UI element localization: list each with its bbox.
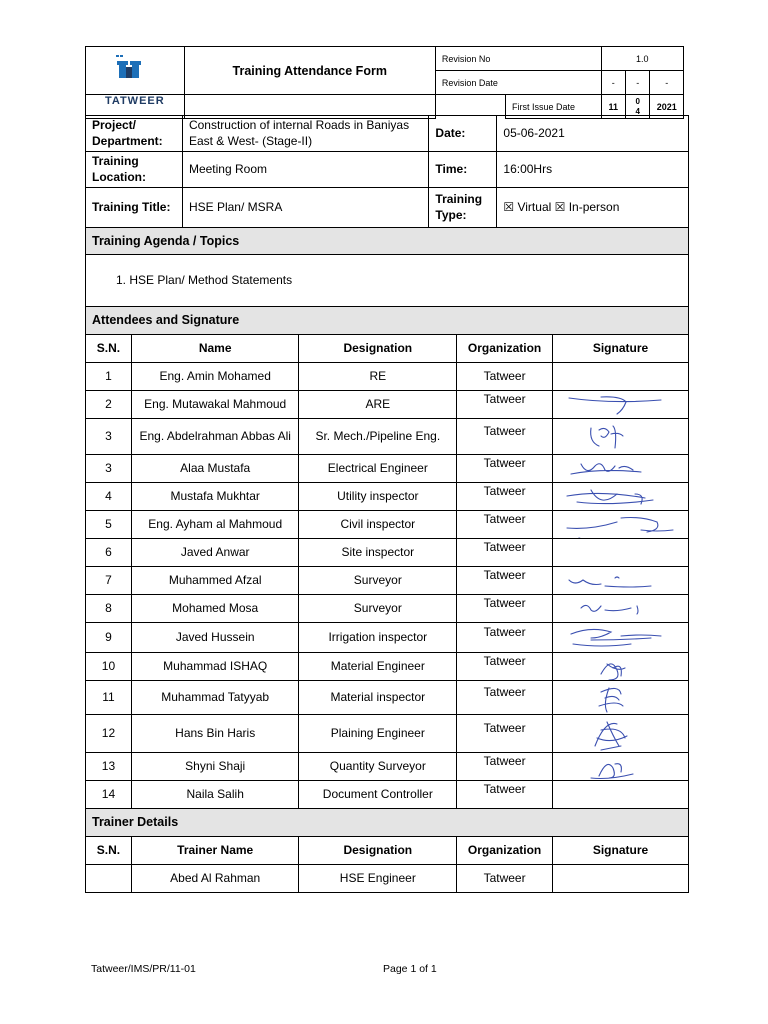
- cell-signature: [553, 539, 689, 567]
- cell-sn: 5: [86, 511, 132, 539]
- trainer-col-sn: S.N.: [86, 837, 132, 865]
- col-sn: S.N.: [86, 335, 132, 363]
- date-label: Date:: [429, 116, 497, 152]
- cell-organization: Tatweer: [457, 715, 553, 753]
- cell-name: Alaa Mustafa: [131, 455, 299, 483]
- trainer-rows: [86, 865, 689, 893]
- cell-designation: Material inspector: [299, 681, 457, 715]
- table-row: [86, 681, 689, 715]
- header-table: [85, 46, 684, 119]
- first-issue-month-text: 0 4: [635, 96, 640, 116]
- logo-mark-icon: [114, 52, 144, 80]
- signature-icon: [561, 392, 681, 418]
- trainer-cell-organization: Tatweer: [457, 865, 553, 893]
- table-row: [86, 653, 689, 681]
- cell-name: Javed Anwar: [131, 539, 299, 567]
- cell-designation: Plaining Engineer: [299, 715, 457, 753]
- table-row: [86, 455, 689, 483]
- signature-icon: [561, 512, 681, 538]
- cell-name: Hans Bin Haris: [131, 715, 299, 753]
- signature-icon: [561, 682, 681, 714]
- training-title-label: Training Title:: [86, 188, 183, 228]
- signature-icon: [561, 596, 681, 622]
- cell-signature: [553, 391, 689, 419]
- cell-designation: Document Controller: [299, 781, 457, 809]
- cell-name: Eng. Mutawakal Mahmoud: [131, 391, 299, 419]
- location-label: Training Location:: [86, 152, 183, 188]
- trainer-cell-signature: [553, 865, 689, 893]
- cell-organization: Tatweer: [457, 681, 553, 715]
- training-type-value: ☒ Virtual ☒ In-person: [497, 188, 689, 228]
- signature-icon: [561, 568, 681, 594]
- cell-designation: Site inspector: [299, 539, 457, 567]
- trainer-cell-name: Abed Al Rahman: [131, 865, 299, 893]
- signature-icon: [561, 754, 681, 780]
- cell-sn: 6: [86, 539, 132, 567]
- cell-organization: Tatweer: [457, 363, 553, 391]
- cell-organization: Tatweer: [457, 455, 553, 483]
- training-type-label: Training Type:: [429, 188, 497, 228]
- cell-name: Muhammed Afzal: [131, 567, 299, 595]
- revision-no-value: 1.0: [601, 47, 683, 71]
- cell-designation: Electrical Engineer: [299, 455, 457, 483]
- col-designation: Designation: [299, 335, 457, 363]
- cell-sn: 13: [86, 753, 132, 781]
- attendance-table: [85, 227, 689, 893]
- trainer-col-signature: Signature: [553, 837, 689, 865]
- cell-organization: Tatweer: [457, 567, 553, 595]
- cell-organization: Tatweer: [457, 623, 553, 653]
- cell-sn: 4: [86, 483, 132, 511]
- cell-designation: Material Engineer: [299, 653, 457, 681]
- cell-sn: 3: [86, 419, 132, 455]
- cell-name: Muhammad ISHAQ: [131, 653, 299, 681]
- cell-name: Eng. Ayham al Mahmoud: [131, 511, 299, 539]
- signature-icon: [561, 624, 681, 652]
- cell-signature: [553, 753, 689, 781]
- date-value: 05-06-2021: [497, 116, 689, 152]
- cell-signature: [553, 567, 689, 595]
- cell-organization: Tatweer: [457, 483, 553, 511]
- cell-sn: 7: [86, 567, 132, 595]
- cell-signature: [553, 681, 689, 715]
- footer-page-number: Page 1 of 1: [383, 963, 437, 975]
- revision-date-year: -: [650, 71, 684, 95]
- cell-designation: Irrigation inspector: [299, 623, 457, 653]
- cell-designation: Surveyor: [299, 567, 457, 595]
- cell-sn: 3: [86, 455, 132, 483]
- trainer-cell-designation: HSE Engineer: [299, 865, 457, 893]
- table-row: [86, 539, 689, 567]
- cell-name: Shyni Shaji: [131, 753, 299, 781]
- cell-designation: RE: [299, 363, 457, 391]
- time-value: 16:00Hrs: [497, 152, 689, 188]
- cell-designation: Quantity Surveyor: [299, 753, 457, 781]
- table-row: [86, 567, 689, 595]
- cell-designation: Sr. Mech./Pipeline Eng.: [299, 419, 457, 455]
- table-row: [86, 363, 689, 391]
- cell-designation: Civil inspector: [299, 511, 457, 539]
- cell-signature: [553, 511, 689, 539]
- cell-organization: Tatweer: [457, 539, 553, 567]
- footer-doc-code: Tatweer/IMS/PR/11-01: [91, 963, 196, 975]
- trainer-row: [86, 865, 689, 893]
- table-row: [86, 623, 689, 653]
- agenda-item: 1. HSE Plan/ Method Statements: [86, 255, 689, 307]
- cell-sn: 8: [86, 595, 132, 623]
- cell-signature: [553, 715, 689, 753]
- signature-icon: [561, 456, 681, 482]
- first-issue-label: First Issue Date: [506, 95, 602, 119]
- location-value: Meeting Room: [182, 152, 428, 188]
- attendees-heading: Attendees and Signature: [86, 307, 689, 335]
- table-row: [86, 753, 689, 781]
- table-row: [86, 595, 689, 623]
- cell-name: Muhammad Tatyyab: [131, 681, 299, 715]
- first-issue-day: 11: [601, 95, 625, 119]
- revision-date-day: -: [601, 71, 625, 95]
- cell-name: Naila Salih: [131, 781, 299, 809]
- logo-text: TATWEER: [104, 95, 165, 107]
- cell-signature: [553, 419, 689, 455]
- trainer-col-name: Trainer Name: [131, 837, 299, 865]
- cell-organization: Tatweer: [457, 595, 553, 623]
- first-issue-year: 2021: [650, 95, 684, 119]
- cell-sn: 11: [86, 681, 132, 715]
- table-row: [86, 391, 689, 419]
- cell-organization: Tatweer: [457, 781, 553, 809]
- revision-date-label: Revision Date: [435, 71, 601, 95]
- cell-signature: [553, 623, 689, 653]
- signature-icon: [561, 484, 681, 510]
- trainer-cell-sn: [86, 865, 132, 893]
- cell-signature: [553, 483, 689, 511]
- cell-name: Javed Hussein: [131, 623, 299, 653]
- table-row: [86, 419, 689, 455]
- project-label: Project/ Department:: [86, 116, 183, 152]
- logo-cell: [86, 47, 185, 95]
- cell-name: Mustafa Mukhtar: [131, 483, 299, 511]
- cell-signature: [553, 595, 689, 623]
- cell-sn: 12: [86, 715, 132, 753]
- cell-sn: 2: [86, 391, 132, 419]
- trainer-col-designation: Designation: [299, 837, 457, 865]
- cell-name: Mohamed Mosa: [131, 595, 299, 623]
- revision-no-label: Revision No: [435, 47, 601, 71]
- tatweer-logo: [86, 50, 184, 94]
- cell-name: Eng. Abdelrahman Abbas Ali: [131, 419, 299, 455]
- project-value: Construction of internal Roads in Baniyas East & West- (Stage-II): [182, 116, 428, 152]
- col-signature: Signature: [553, 335, 689, 363]
- signature-icon: [561, 420, 681, 454]
- cell-signature: [553, 653, 689, 681]
- table-row: [86, 511, 689, 539]
- cell-designation: Utility inspector: [299, 483, 457, 511]
- revision-date-month: -: [626, 71, 650, 95]
- cell-sn: 1: [86, 363, 132, 391]
- cell-name: Eng. Amin Mohamed: [131, 363, 299, 391]
- cell-sn: 10: [86, 653, 132, 681]
- col-name: Name: [131, 335, 299, 363]
- table-row: [86, 715, 689, 753]
- cell-organization: Tatweer: [457, 391, 553, 419]
- table-row: [86, 483, 689, 511]
- form-title: Training Attendance Form: [184, 47, 435, 95]
- col-organization: Organization: [457, 335, 553, 363]
- cell-organization: Tatweer: [457, 511, 553, 539]
- cell-designation: ARE: [299, 391, 457, 419]
- cell-signature: [553, 363, 689, 391]
- cell-organization: Tatweer: [457, 653, 553, 681]
- signature-icon: [561, 716, 681, 752]
- signature-icon: [561, 654, 681, 680]
- info-table: [85, 115, 689, 228]
- cell-sn: 9: [86, 623, 132, 653]
- trainer-heading: Trainer Details: [86, 809, 689, 837]
- cell-signature: [553, 781, 689, 809]
- attendee-rows: [86, 363, 689, 809]
- trainer-col-organization: Organization: [457, 837, 553, 865]
- cell-signature: [553, 455, 689, 483]
- table-row: [86, 781, 689, 809]
- cell-designation: Surveyor: [299, 595, 457, 623]
- cell-organization: Tatweer: [457, 753, 553, 781]
- cell-sn: 14: [86, 781, 132, 809]
- agenda-heading: Training Agenda / Topics: [86, 228, 689, 255]
- cell-organization: Tatweer: [457, 419, 553, 455]
- training-title-value: HSE Plan/ MSRA: [182, 188, 428, 228]
- time-label: Time:: [429, 152, 497, 188]
